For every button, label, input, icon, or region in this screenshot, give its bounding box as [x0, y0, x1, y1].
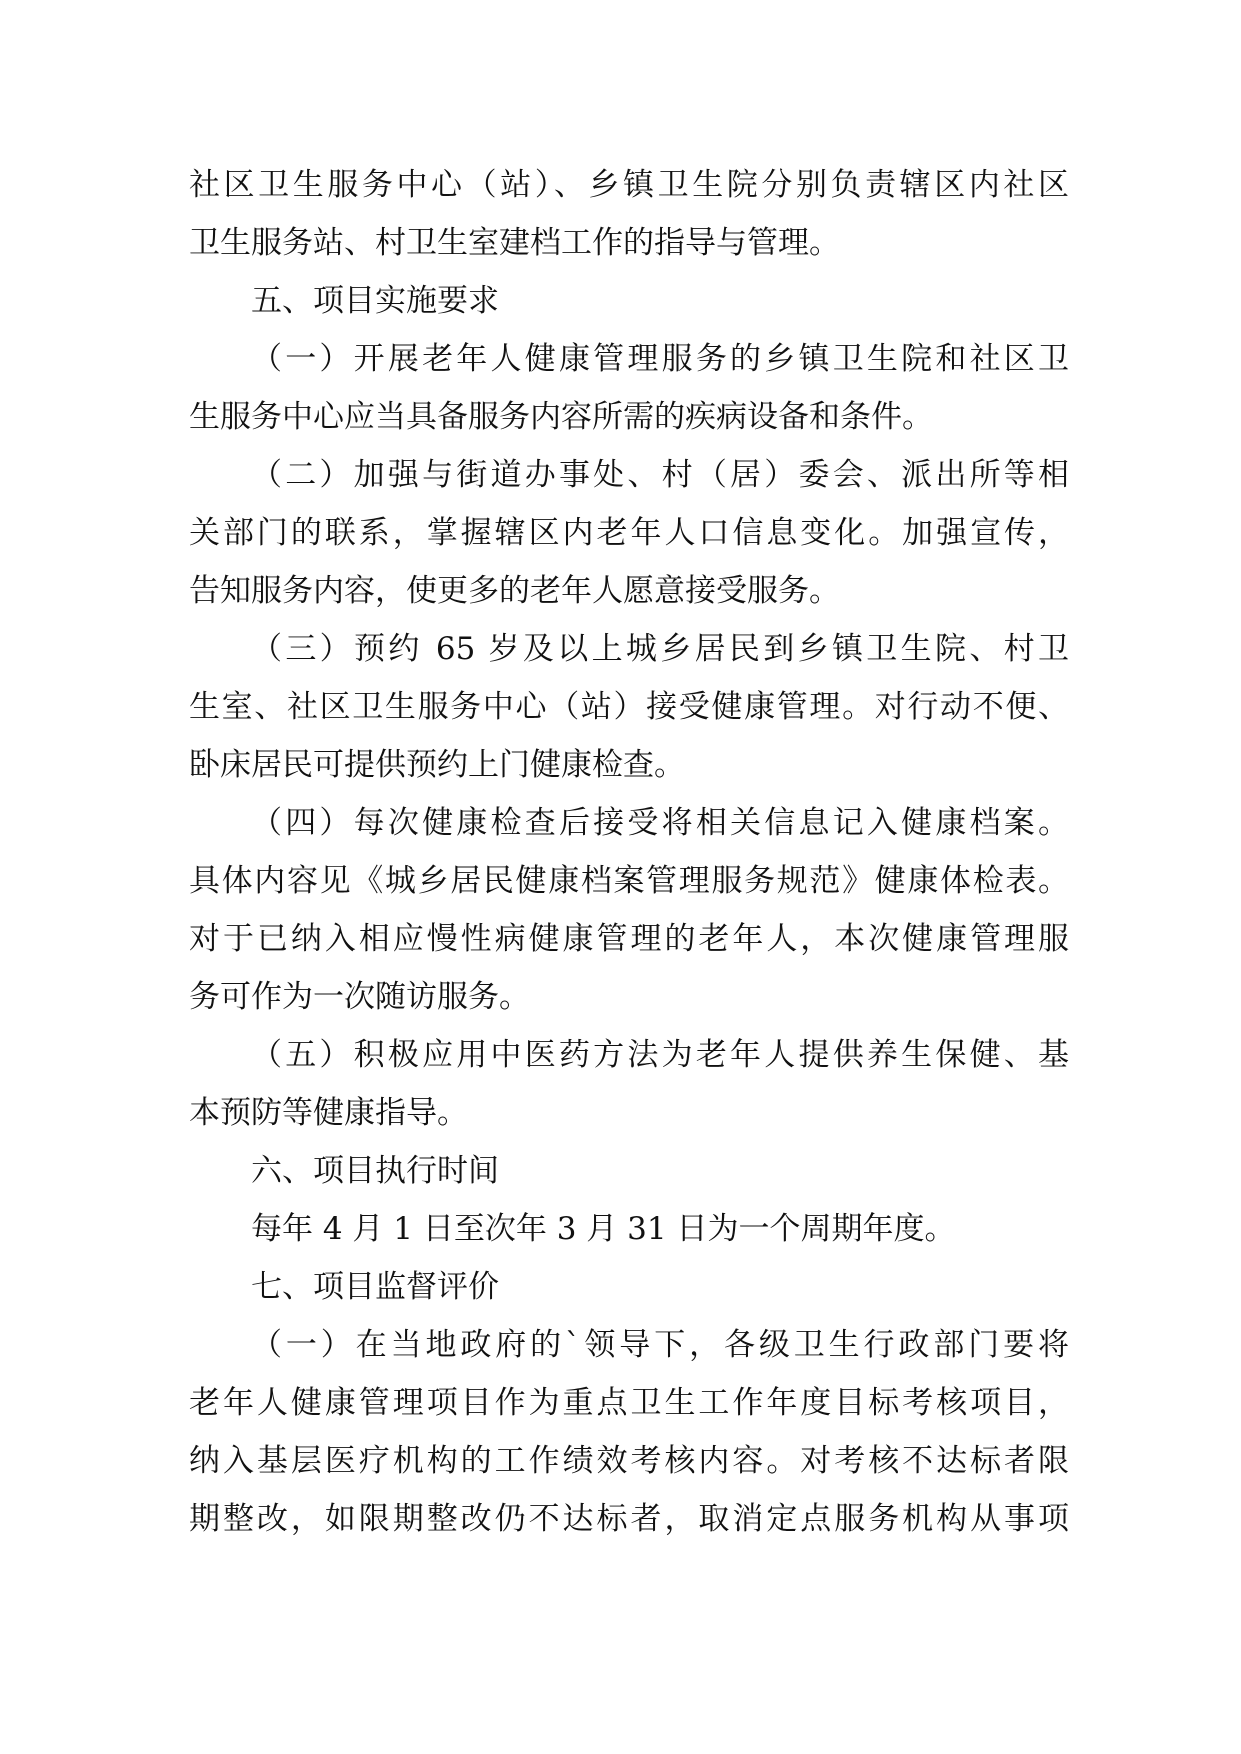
body-text-line: （三）预约 65 岁及以上城乡居民到乡镇卫生院、村卫	[251, 631, 1069, 667]
body-text-line: 务可作为一次随访服务。	[189, 979, 530, 1015]
body-text-line: 社区卫生服务中心（站）、乡镇卫生院分别负责辖区内社区	[189, 167, 1069, 203]
section-heading: 七、项目监督评价	[251, 1269, 499, 1305]
body-text-line: （一）在当地政府的`领导下，各级卫生行政部门要将	[251, 1327, 1069, 1363]
body-text-line: 关部门的联系，掌握辖区内老年人口信息变化。加强宣传，	[189, 515, 1069, 551]
body-text-line: 卫生服务站、村卫生室建档工作的指导与管理。	[189, 225, 840, 261]
body-text-line: 纳入基层医疗机构的工作绩效考核内容。对考核不达标者限	[189, 1443, 1069, 1479]
body-text-line: （二）加强与街道办事处、村（居）委会、派出所等相	[251, 457, 1069, 493]
body-text-line: 卧床居民可提供预约上门健康检查。	[189, 747, 685, 783]
body-text-line: 生服务中心应当具备服务内容所需的疾病设备和条件。	[189, 399, 933, 435]
body-text-line: 老年人健康管理项目作为重点卫生工作年度目标考核项目，	[189, 1385, 1069, 1421]
body-text-line: （四）每次健康检查后接受将相关信息记入健康档案。	[251, 805, 1069, 841]
body-text-line: 本预防等健康指导。	[189, 1095, 468, 1131]
body-text-line: 期整改，如限期整改仍不达标者，取消定点服务机构从事项	[189, 1501, 1069, 1537]
body-text-line: （五）积极应用中医药方法为老年人提供养生保健、基	[251, 1037, 1069, 1073]
body-text-line: 生室、社区卫生服务中心（站）接受健康管理。对行动不便、	[189, 689, 1069, 725]
body-text-line: 告知服务内容，使更多的老年人愿意接受服务。	[189, 573, 840, 609]
body-text-line: 具体内容见《城乡居民健康档案管理服务规范》健康体检表。	[189, 863, 1069, 899]
body-text-line: （一）开展老年人健康管理服务的乡镇卫生院和社区卫	[251, 341, 1069, 377]
body-text-line: 对于已纳入相应慢性病健康管理的老年人，本次健康管理服	[189, 921, 1069, 957]
section-heading: 五、项目实施要求	[251, 283, 499, 319]
body-text-line: 每年 4 月 1 日至次年 3 月 31 日为一个周期年度。	[251, 1211, 956, 1247]
section-heading: 六、项目执行时间	[251, 1153, 499, 1189]
